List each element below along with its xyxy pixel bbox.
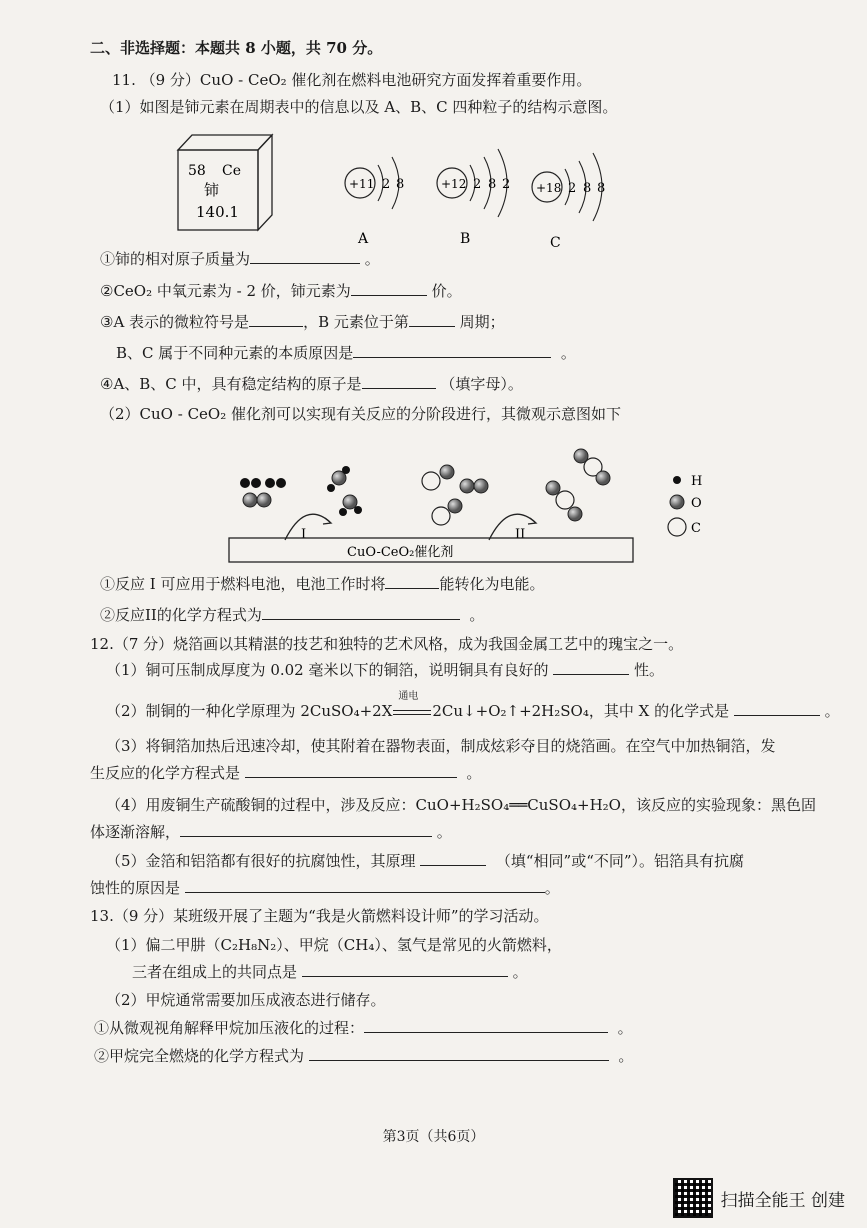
particle-a-shell-1: 2 [382, 177, 391, 192]
q13-s2-end: 。 [618, 1047, 634, 1065]
legend-h: H [691, 474, 703, 489]
particle-a [345, 157, 404, 247]
particle-c-label: C [550, 235, 561, 250]
answer-blank-6[interactable] [362, 374, 436, 389]
q12-p3-end: 。 [466, 764, 482, 782]
q13-p1b-text: 三者在组成上的共同点是 [132, 963, 298, 981]
q11-r2-line [100, 605, 484, 625]
q12-p1-text: （1）铜可压制成厚度为 0.02 毫米以下的铜箔，说明铜具有良好的 [106, 661, 549, 679]
electrolysis-sign [392, 691, 432, 721]
answer-blank-2[interactable] [351, 281, 427, 296]
q11-r1-line [100, 574, 544, 594]
answer-blank-10[interactable] [734, 701, 820, 716]
q11-s3d-line [116, 343, 576, 363]
q12-p5-end: 。 [544, 879, 560, 897]
q11-r2-text: ②反应II的化学方程式为 [100, 606, 262, 624]
answer-blank-11[interactable] [245, 763, 457, 778]
q13-s1-line [94, 1018, 633, 1038]
particle-b [437, 149, 510, 247]
q12-p2-end: 。 [824, 702, 840, 720]
q11-s2-end: 价。 [431, 282, 462, 300]
q13-s1-end: 。 [617, 1019, 633, 1037]
particle-b-shell-2: 8 [488, 177, 497, 192]
reaction-micro-diagram [225, 440, 725, 570]
answer-blank-3[interactable] [249, 312, 303, 327]
answer-blank-9[interactable] [553, 660, 629, 675]
q11-s3d-end: 。 [560, 344, 576, 362]
q12-p3b-text: 生反应的化学方程式是 [90, 764, 241, 782]
q11-s3a-text: ③A 表示的微粒符号是 [100, 313, 250, 331]
particle-c [532, 153, 605, 250]
legend-o: O [691, 496, 702, 511]
q12-p2-line [106, 691, 840, 721]
q12-title: 12.（7 分）烧箔画以其精湛的技艺和独特的艺术风格，成为我国金属工艺中的瑰宝之一。 [90, 635, 684, 653]
q12-p1-line [106, 660, 664, 680]
q11-s4-text: ④A、B、C 中，具有稳定结构的原子是 [100, 375, 362, 393]
q13-title: 13.（9 分）某班级开展了主题为“我是火箭燃料设计师”的学习活动。 [90, 907, 549, 925]
catalyst-label: CuO-CeO₂催化剂 [347, 545, 454, 560]
answer-blank-17[interactable] [309, 1046, 609, 1061]
q12-p5a-line [106, 851, 744, 871]
q13-p1-end: 。 [512, 963, 528, 981]
q11-s1-end: 。 [364, 250, 380, 268]
answer-blank-13[interactable] [420, 851, 486, 866]
q12-p5a-end: （填“相同”或“不同”）。铝箔具有抗腐 [495, 852, 745, 870]
particle-c-shell-1: 2 [568, 181, 577, 196]
particle-c-shell-2: 8 [583, 181, 592, 196]
q11-part2-text: （2）CuO - CeO₂ 催化剂可以实现有关反应的分阶段进行，其微观示意图如下 [100, 405, 622, 423]
q12-p3b-line [90, 763, 481, 783]
particle-a-shell-2: 8 [396, 177, 405, 192]
particle-b-shell-3: 2 [502, 177, 511, 192]
reaction-step-1: I [301, 527, 307, 542]
q12-p4-end: 。 [436, 823, 452, 841]
legend-c: C [691, 521, 701, 536]
q13-p1b-line [132, 962, 528, 982]
q12-p2a-text: （2）制铜的一种化学原理为 2CuSO₄+2X [106, 702, 393, 720]
q11-s1-line [100, 249, 380, 269]
q11-s4-end: （填字母）。 [440, 375, 523, 393]
answer-blank-1[interactable] [250, 249, 360, 264]
q11-s3c-text: 周期； [459, 313, 505, 331]
q12-p2b-text: 2Cu↓+O₂↑+2H₂SO₄，其中 X 的化学式是 [432, 702, 730, 720]
particle-a-label: A [358, 231, 369, 247]
answer-blank-14[interactable] [185, 878, 545, 893]
q12-p4b-text: 体逐渐溶解， [90, 823, 181, 841]
q11-structure-figure [160, 125, 660, 250]
q11-title: 11. （9 分）CuO - CeO₂ 催化剂在燃料电池研究方面发挥着重要作用。 [112, 71, 592, 89]
particle-b-nucleus: +12 [441, 177, 467, 191]
q11-s1-text: ①铈的相对原子质量为 [100, 250, 251, 268]
element-symbol: Ce [222, 163, 241, 179]
q13-p2-text: （2）甲烷通常需要加压成液态进行储存。 [106, 991, 386, 1009]
answer-blank-4[interactable] [409, 312, 455, 327]
answer-blank-7[interactable] [385, 574, 439, 589]
q11-s3d-text: B、C 属于不同种元素的本质原因是 [116, 344, 354, 362]
element-cell [178, 135, 272, 230]
q12-p5b-line [90, 878, 560, 898]
particle-c-shell-3: 8 [597, 181, 606, 196]
particle-b-shell-1: 2 [473, 177, 482, 192]
section-header: 二、非选择题：本题共 8 小题，共 70 分。 [90, 39, 383, 57]
element-name: 铈 [204, 181, 220, 199]
q11-s2-text: ②CeO₂ 中氧元素为 - 2 价，铈元素为 [100, 282, 351, 300]
electrolysis-condition: 通电 [398, 691, 419, 702]
answer-blank-15[interactable] [302, 962, 508, 977]
scanner-watermark [673, 1178, 845, 1218]
q13-p1-text: （1）偏二甲肼（C₂H₈N₂）、甲烷（CH₄）、氢气是常见的火箭燃料， [106, 936, 562, 954]
q11-s2-line [100, 281, 462, 301]
answer-blank-5[interactable] [353, 343, 551, 358]
qr-code-icon [673, 1178, 713, 1218]
q11-r2-end: 。 [469, 606, 485, 624]
q11-part1-text: （1）如图是铈元素在周期表中的信息以及 A、B、C 四种粒子的结构示意图。 [100, 98, 618, 116]
q11-s3-line [100, 312, 505, 332]
q12-p5a-text: （5）金箔和铝箔都有很好的抗腐蚀性，其原理 [106, 852, 416, 870]
scanner-watermark-text: 扫描全能王 创建 [720, 1190, 845, 1211]
q11-r1-end: 能转化为电能。 [439, 575, 545, 593]
q12-p4a-text: （4）用废铜生产硫酸铜的过程中，涉及反应：CuO+H₂SO₄══CuSO₄+H₂O，该反应的实验现象：黑色固 [106, 796, 816, 814]
q12-p1-end: 性。 [634, 661, 665, 679]
q12-p4b-line [90, 822, 452, 842]
q11-r1-text: ①反应 I 可应用于燃料电池，电池工作时将 [100, 575, 386, 593]
reaction-step-2: II [515, 527, 526, 542]
element-number: 58 [188, 163, 206, 179]
q13-s1-text: ①从微观视角解释甲烷加压液化的过程： [94, 1019, 365, 1037]
answer-blank-16[interactable] [364, 1018, 608, 1033]
particle-a-nucleus: +11 [349, 177, 375, 191]
q12-p5b-text: 蚀性的原因是 [90, 879, 181, 897]
answer-blank-8[interactable] [262, 605, 460, 620]
particle-c-nucleus: +18 [536, 181, 562, 195]
q13-s2-text: ②甲烷完全燃烧的化学方程式为 [94, 1047, 305, 1065]
q13-s2-line [94, 1046, 633, 1066]
q12-p3a-text: （3）将铜箔加热后迅速冷却，使其附着在器物表面，制成炫彩夺目的烧箔画。在空气中加热铜箔，发 [106, 737, 776, 755]
page-footer: 第3页（共6页） [382, 1129, 485, 1145]
q11-s4-line [100, 374, 523, 394]
element-mass: 140.1 [196, 203, 239, 221]
particle-b-label: B [460, 231, 471, 247]
q11-s3b-text: ，B 元素位于第 [303, 313, 409, 331]
answer-blank-12[interactable] [180, 822, 432, 837]
